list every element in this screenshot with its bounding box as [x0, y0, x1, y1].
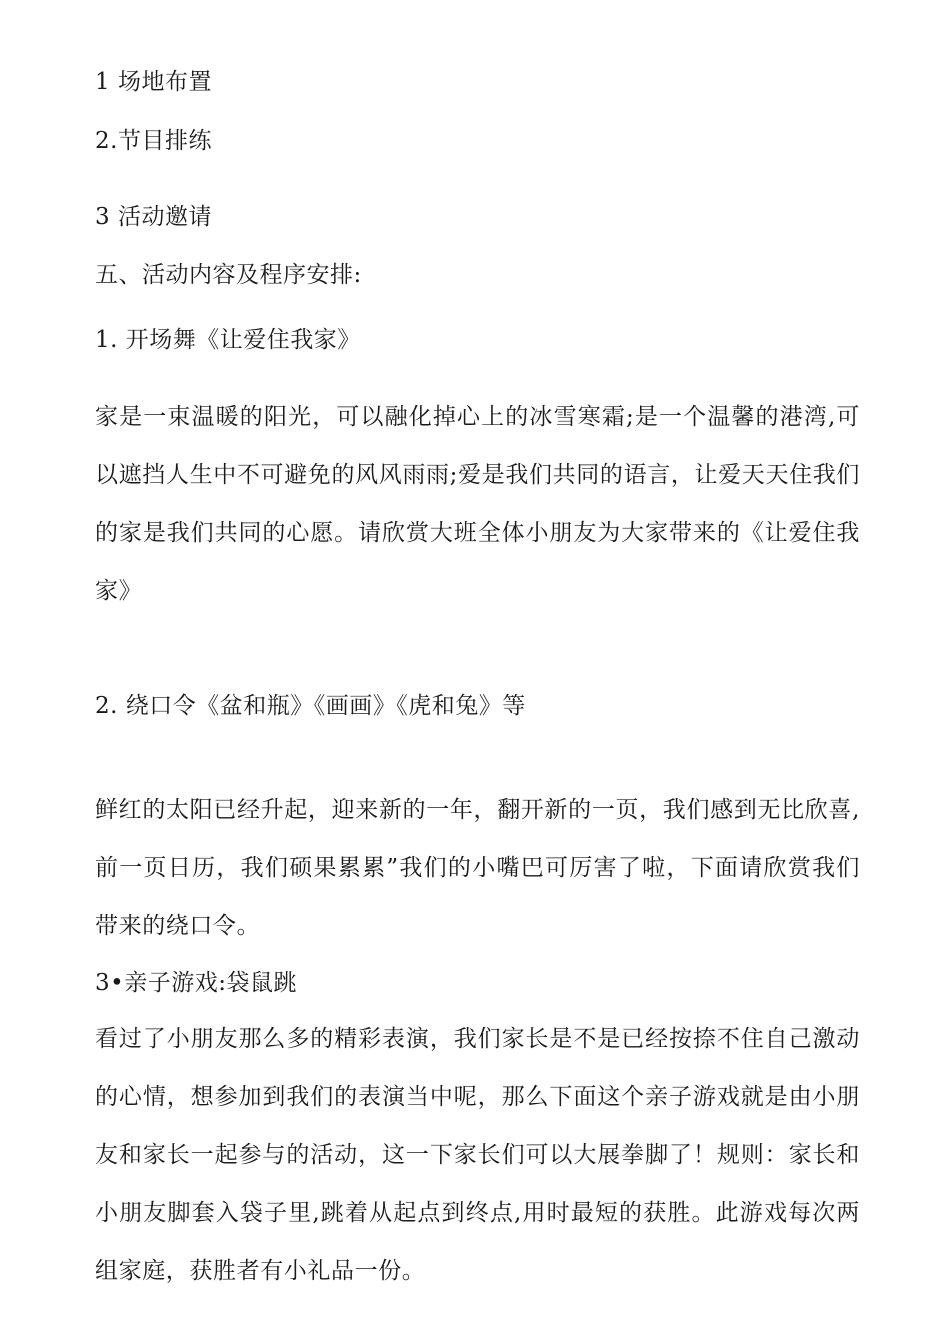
program-title-opening-dance: 1. 开场舞《让爱住我家》: [95, 327, 361, 353]
program-body-parent-child-game: 看过了小朋友那么多的精彩表演，我们家长是不是已经按捺不住自己激动的心情，想参加到我们的表演当中呢，那么下面这个亲子游戏就是由小朋友和家长一起参与的活动，这一下家长们可以大展拳脚了！规则：家长和小朋友脚套入袋子里,跳着从起点到终点,用时最短的获胜。此游戏每次两组家庭，获胜者有小礼品一份。: [95, 1026, 860, 1284]
item-event-invitation: 3 活动邀请: [95, 204, 212, 230]
program-body-opening-dance: 家是一束温暖的阳光，可以融化掉心上的冰雪寒霜;是一个温馨的港湾,可以遮挡人生中不可避免的风风雨雨;爱是我们共同的语言，让爱天天住我们的家是我们共同的心愿。请欣赏大班全体小朋友为大家带来的《让爱住我家》: [95, 404, 860, 604]
program-body-tongue-twister: 鲜红的太阳已经升起，迎来新的一年，翻开新的一页，我们感到无比欣喜,前一页日历，我们硕果累累”我们的小嘴巴可厉害了啦，下面请欣赏我们带来的绕口令。: [95, 797, 860, 939]
section-heading: 五、活动内容及程序安排:: [95, 262, 362, 288]
program-title-tongue-twister: 2. 绕口令《盆和瓶》《画画》《虎和兔》等: [95, 693, 526, 719]
item-venue-setup: 1 场地布置: [95, 69, 212, 95]
item-program-rehearsal: 2.节目排练: [95, 128, 212, 154]
program-title-parent-child-game: 3•亲子游戏:袋鼠跳: [95, 970, 297, 996]
